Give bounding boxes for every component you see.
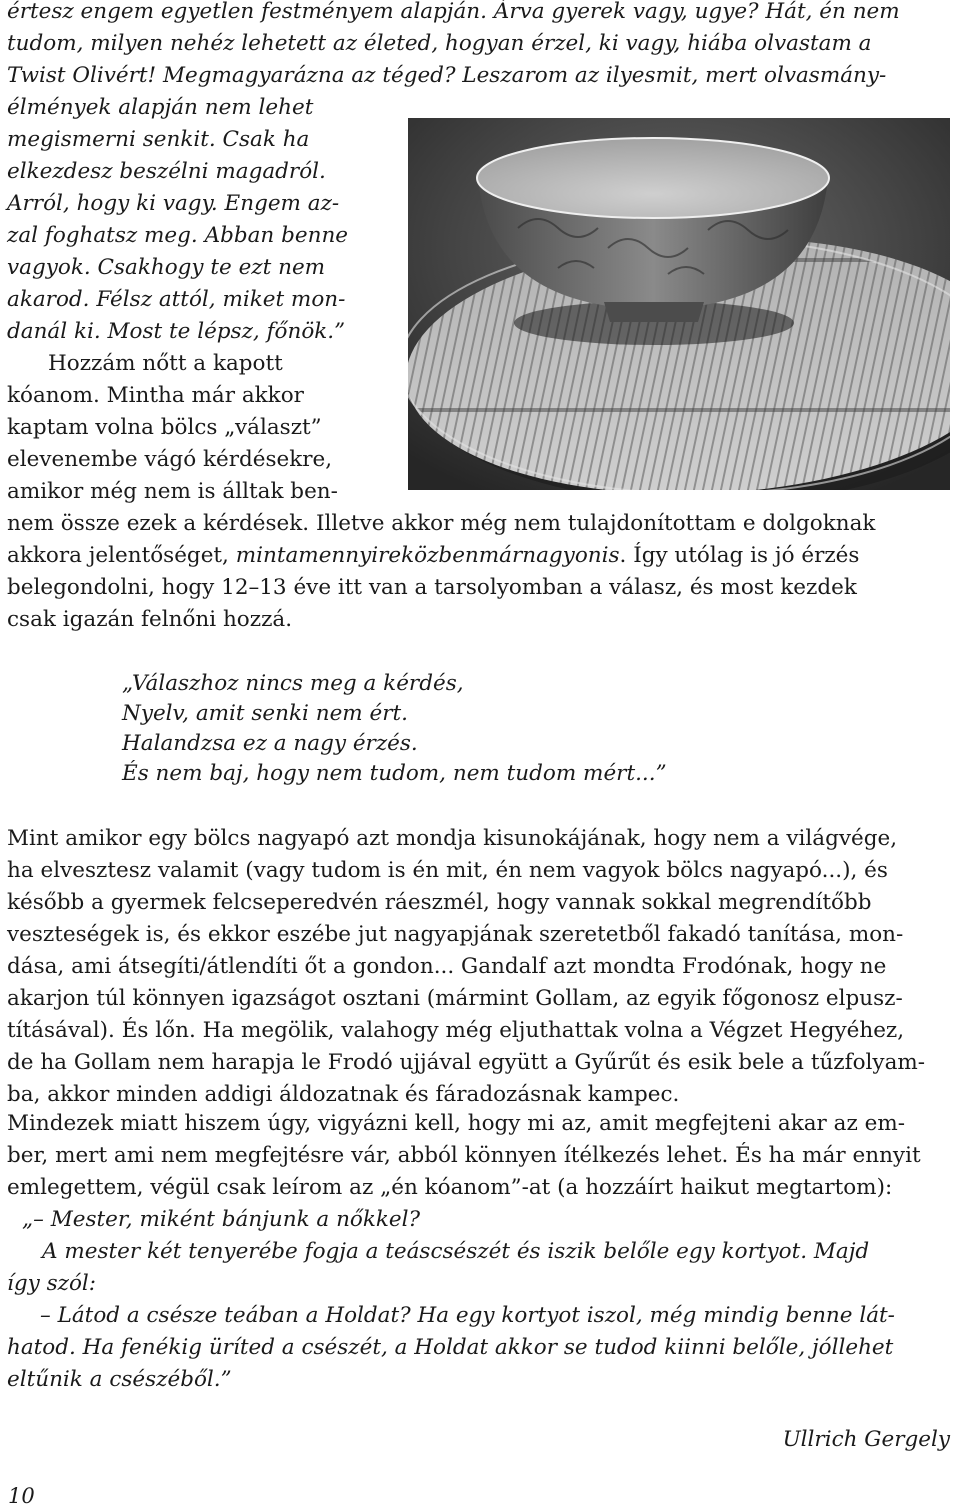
text-line: Hozzám nőtt a kapott (48, 351, 283, 376)
text-line: Twist Olivért! Megmagyarázna az téged? Leszarom az ilyesmit, mert olvasmány- (7, 63, 887, 88)
text-run: akkora jelentőséget, (7, 543, 236, 568)
koan-line: A mester két tenyerébe fogja a teáscsészét és iszik belőle egy kortyot. Majd (42, 1239, 870, 1264)
text-line: élmények alapján nem lehet (7, 95, 314, 120)
text-line: akarod. Félsz attól, miket mon- (7, 287, 346, 312)
text-line: ber, mert ami nem megfejtésre vár, abból könnyen ítélkezés lehet. És ha már ennyit (7, 1143, 921, 1168)
text-line: de ha Gollam nem harapja le Frodó ujjával együtt a Gyűrűt és esik bele a tűzfolyam- (7, 1050, 926, 1075)
text-line: danál ki. Most te lépsz, főnök.” (7, 319, 346, 344)
text-line: emlegettem, végül csak leírom az „én kóanom”-at (a hozzáírt haikut megtartom): (7, 1175, 893, 1200)
text-line: vagyok. Csakhogy te ezt nem (7, 255, 326, 280)
text-line: elevenembe vágó kérdésekre, (7, 447, 333, 472)
text-line: zal foghatsz meg. Abban benne (7, 223, 349, 248)
koan-line: eltűnik a csészéből.” (7, 1367, 232, 1392)
text-line: nem össze ezek a kérdések. Illetve akkor még nem tulajdonítottam e dolgoknak (7, 511, 876, 536)
text-line: belegondolni, hogy 12–13 éve itt van a tarsolyomban a válasz, és most kezdek (7, 575, 857, 600)
author-signature: Ullrich Gergely (782, 1427, 950, 1452)
text-line: Mindezek miatt hiszem úgy, vigyázni kell, hogy mi az, amit megfejteni akar az em- (7, 1111, 906, 1136)
text-line-mixed (7, 542, 859, 570)
italic-run: mintamennyireközbenmárnagyonis (235, 543, 620, 568)
poem-line: Halandzsa ez a nagy érzés. (122, 731, 418, 756)
text-line: csak igazán felnőni hozzá. (7, 607, 293, 632)
bowl-on-mat-photo (408, 118, 950, 490)
text-run: . Így utólag is jó érzés (619, 543, 860, 568)
poem-line: És nem baj, hogy nem tudom, nem tudom mért...” (122, 761, 667, 786)
text-line: elkezdesz beszélni magadról. (7, 159, 326, 184)
text-line: akarjon túl könnyen igazságot osztani (mármint Gollam, az egyik főgonosz elpusz- (7, 986, 903, 1011)
text-line: értesz engem egyetlen festményem alapján. Árva gyerek vagy, ugye? Hát, én nem (7, 0, 900, 24)
text-line: később a gyermek felcseperedvén ráeszmél, hogy vannak sokkal megrendítőbb (7, 890, 872, 915)
koan-line: hatod. Ha fenékig üríted a csészét, a Holdat akkor se tudod kiinni belőle, jóllehet (7, 1335, 894, 1360)
text-line: megismerni senkit. Csak ha (7, 127, 310, 152)
text-line: ba, akkor minden addigi áldozatnak és fáradozásnak kampec. (7, 1082, 680, 1107)
poem-line: „Válaszhoz nincs meg a kérdés, (122, 671, 464, 696)
text-line: dása, ami átsegíti/átlendíti őt a gondon... Gandalf azt mondta Frodónak, hogy ne (7, 954, 887, 979)
text-line: kaptam volna bölcs „választ” (7, 415, 322, 440)
text-line: Mint amikor egy bölcs nagyapó azt mondja kisunokájának, hogy nem a világvége, (7, 826, 898, 851)
text-line: tudom, milyen nehéz lehetett az életed, hogyan érzel, ki vagy, hiába olvastam a (7, 31, 872, 56)
text-line: ha elvesztesz valamit (vagy tudom is én mit, én nem vagyok bölcs nagyapó...), és (7, 858, 888, 883)
page-number: 10 (8, 1484, 35, 1508)
koan-line: „– Mester, miként bánjunk a nőkkel? (22, 1207, 421, 1232)
text-line: Arról, hogy ki vagy. Engem az- (7, 191, 340, 216)
koan-line: – Látod a csésze teában a Holdat? Ha egy kortyot iszol, még mindig benne lát- (40, 1303, 895, 1328)
text-line: amikor még nem is álltak ben- (7, 479, 338, 504)
koan-line: így szól: (7, 1271, 97, 1296)
text-line: veszteségek is, és ekkor eszébe jut nagyapjának szeretetből fakadó tanítása, mon- (7, 922, 904, 947)
poem-line: Nyelv, amit senki nem ért. (122, 701, 408, 726)
text-line: kóanom. Mintha már akkor (7, 383, 304, 408)
text-line: tításával). És lőn. Ha megölik, valahogy még eljuthattak volna a Végzet Hegyéhez, (7, 1018, 905, 1043)
